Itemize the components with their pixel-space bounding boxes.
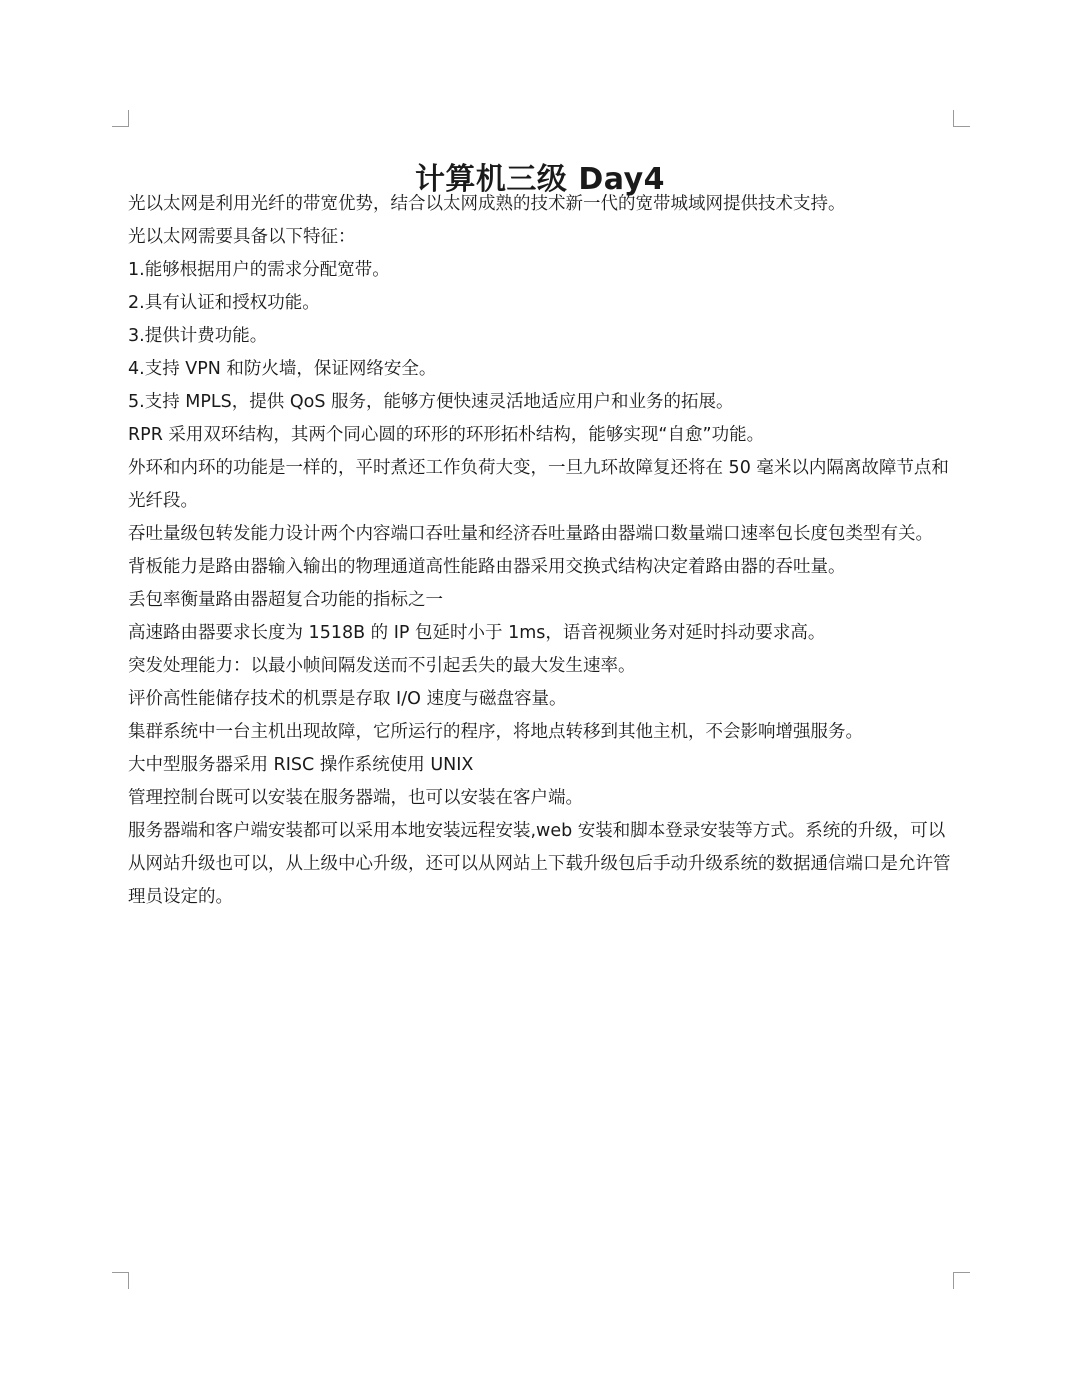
paragraph-13: 突发处理能力：以最小帧间隔发送而不引起丢失的最大发生速率。 [128,656,636,676]
paragraph-8: 外环和内环的功能是一样的，平时煮还工作负荷大变，一旦九环故障复还将在 50 毫米以内隔离故障节点和光纤段。 [128,458,949,511]
document-body [128,188,956,914]
paragraph-3: 2.具有认证和授权功能。 [128,293,320,313]
document-title: 计算机三级 Day4 [414,162,666,198]
paragraph-7: RPR 采用双环结构，其两个同心圆的环形的环形拓朴结构，能够实现“自愈”功能。 [128,425,765,445]
paragraph-0: 光以太网是利用光纤的带宽优势，结合以太网成熟的技术新一代的宽带城域网提供技术支持。 [128,194,846,214]
crop-mark-top-left [112,110,129,127]
paragraph-17: 管理控制台既可以安装在服务器端，也可以安装在客户端。 [128,788,583,808]
paragraph-5: 4.支持 VPN 和防火墙，保证网络安全。 [128,359,437,379]
paragraph-4: 3.提供计费功能。 [128,326,268,346]
paragraph-1: 光以太网需要具备以下特征： [128,227,356,247]
crop-mark-top-right [953,110,970,127]
paragraph-10: 背板能力是路由器输入输出的物理通道高性能路由器采用交换式结构决定着路由器的吞吐量。 [128,557,846,577]
paragraph-18: 服务器端和客户端安装都可以采用本地安装远程安装,web 安装和脚本登录安装等方式。系统的升级，可以从网站升级也可以，从上级中心升级，还可以从网站上下载升级包后手动升级系统的数据通信端口是允许管理员设定的。 [128,821,951,907]
paragraph-16: 大中型服务器采用 RISC 操作系统使用 UNIX [128,755,474,775]
paragraph-11: 丢包率衡量路由器超复合功能的指标之一 [128,590,443,610]
paragraph-9: 吞吐量级包转发能力设计两个内容端口吞吐量和经济吞吐量路由器端口数量端口速率包长度包类型有关。 [128,524,933,544]
paragraph-14: 评价高性能储存技术的机票是存取 I/O 速度与磁盘容量。 [128,689,567,709]
paragraph-6: 5.支持 MPLS，提供 QoS 服务，能够方便快速灵活地适应用户和业务的拓展。 [128,392,734,412]
crop-mark-bottom-right [953,1272,970,1289]
paragraph-15: 集群系统中一台主机出现故障，它所运行的程序，将地点转移到其他主机，不会影响增强服务。 [128,722,863,742]
crop-mark-bottom-left [112,1272,129,1289]
paragraph-12: 高速路由器要求长度为 1518B 的 IP 包延时小于 1ms，语音视频业务对延时抖动要求高。 [128,623,826,643]
paragraph-2: 1.能够根据用户的需求分配宽带。 [128,260,390,280]
